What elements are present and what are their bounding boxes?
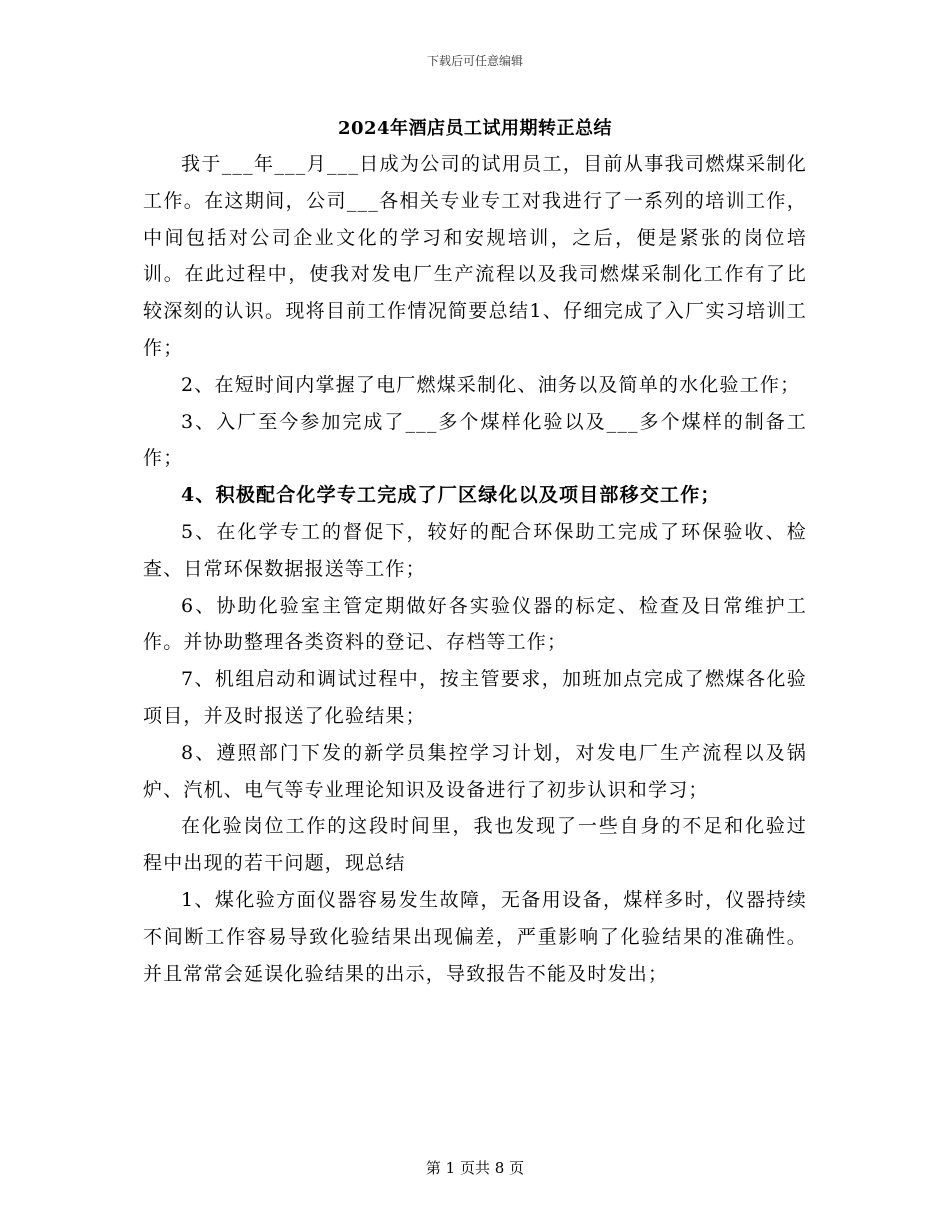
paragraph-item-2: 2、在短时间内掌握了电厂燃煤采制化、油务以及简单的水化验工作； (181, 373, 801, 396)
paragraph-item-6: 6、协助化验室主管定期做好各实验仪器的标定、检查及日常维护工作。并协助整理各类资料的登记、存档等工作； (143, 594, 807, 654)
paragraph-item-5: 5、在化学专工的督促下，较好的配合环保助工完成了环保验收、检查、日常环保数据报送等工作； (143, 520, 807, 580)
paragraph-intro: 我于___年___月___日成为公司的试用员工，目前从事我司燃煤采制化工作。在这期间，公司___各相关专业专工对我进行了一系列的培训工作，中间包括对公司企业文化的学习和安规培训，之后，便是紧张的岗位培训。在此过程中，使我对发电厂生产流程以及我司燃煤采制化工作有了比较深刻的认识。现将目前工作情况简要总结1、仔细完成了入厂实习培训工作； (143, 153, 807, 359)
header-note: 下载后可任意编辑 (426, 54, 523, 68)
page-footer: 第 1 页共 8 页 (425, 1159, 525, 1177)
paragraph-item-7: 7、机组启动和调试过程中，按主管要求，加班加点完成了燃煤各化验项目，并及时报送了化验结果； (143, 668, 807, 727)
paragraph-item-4: 4、积极配合化学专工完成了厂区绿化以及项目部移交工作； (181, 484, 721, 507)
paragraph-shortcomings-intro: 在化验岗位工作的这段时间里，我也发现了一些自身的不足和化验过程中出现的若干问题，现总结 (143, 815, 807, 875)
paragraph-problem-1: 1、煤化验方面仪器容易发生故障，无备用设备，煤样多时，仪器持续不间断工作容易导致化验结果出现偏差，严重影响了化验结果的准确性。并且常常会延误化验结果的出示，导致报告不能及时发出； (143, 888, 807, 985)
document-body (143, 146, 807, 992)
paragraph-item-3: 3、入厂至今参加完成了___多个煤样化验以及___多个煤样的制备工作； (143, 410, 807, 470)
document-title: 2024年酒店员工试用期转正总结 (337, 118, 613, 139)
paragraph-item-8: 8、遵照部门下发的新学员集控学习计划，对发电厂生产流程以及锅炉、汽机、电气等专业理论知识及设备进行了初步认识和学习； (143, 741, 807, 801)
